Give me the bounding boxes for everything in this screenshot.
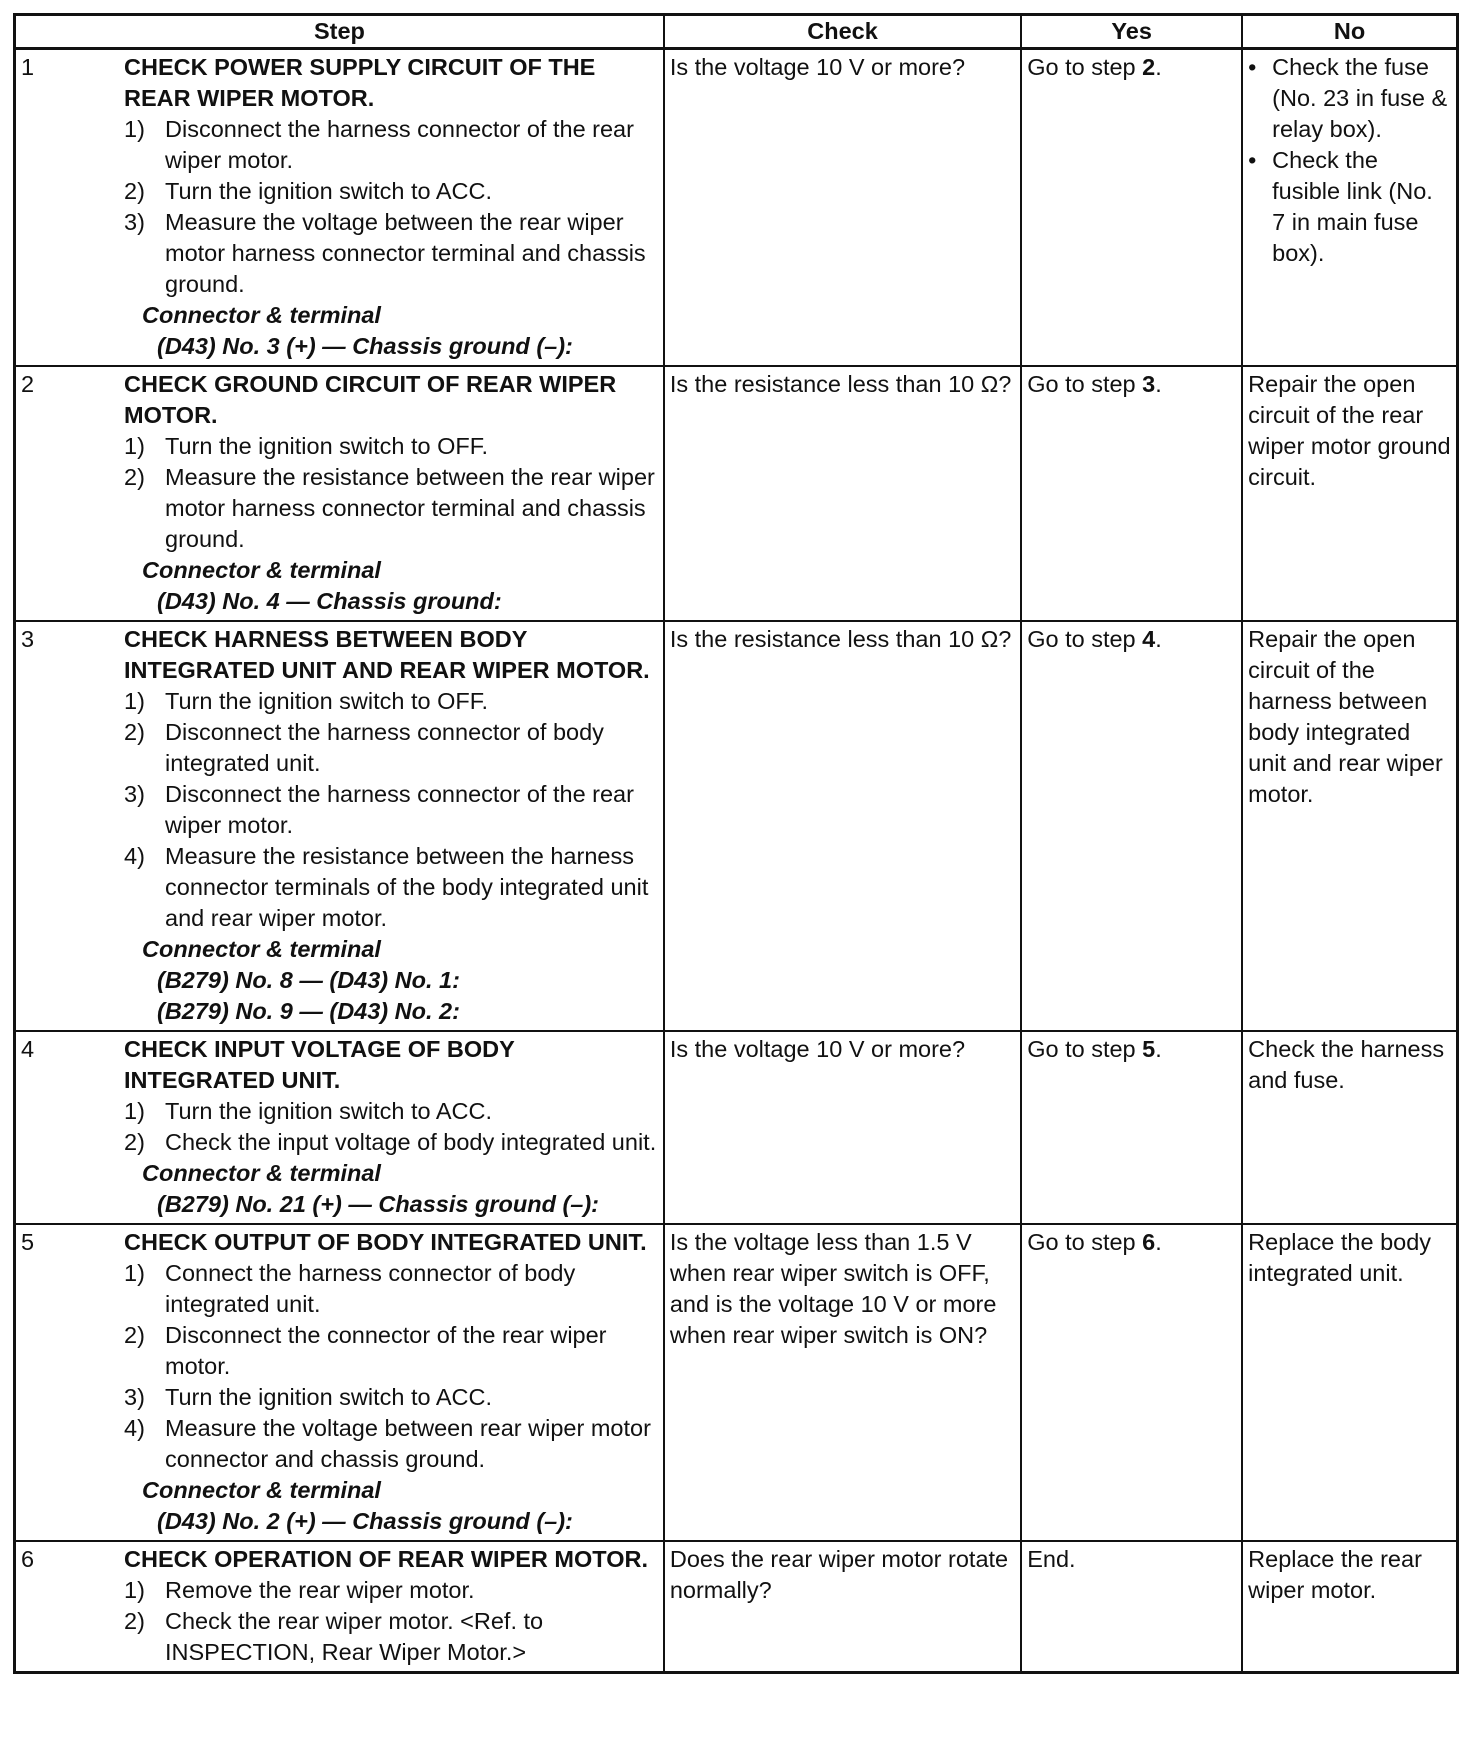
yes-action: Go to step: [1027, 626, 1143, 652]
substep-number: 4): [124, 1415, 145, 1441]
substep-text: Measure the resistance between the rear wiper motor harness connector terminal and chassis ground.: [165, 464, 655, 552]
step-number: 5: [21, 1229, 35, 1255]
substep-text: Turn the ignition switch to ACC.: [165, 1384, 492, 1410]
connector-terminal-spec: (D43) No. 2 (+) — Chassis ground (–):: [157, 1508, 573, 1534]
yes-cell: [1021, 366, 1242, 621]
substep-number: 1): [124, 1260, 145, 1286]
substep-number: 2): [124, 719, 145, 745]
substep-number: 2): [124, 178, 145, 204]
step-title: CHECK INPUT VOLTAGE OF BODY INTEGRATED UNIT.: [124, 1036, 515, 1093]
substep: [124, 1320, 658, 1382]
yes-cell: [1021, 621, 1242, 1031]
no-bullet-item: [1248, 145, 1451, 269]
substep-number: 1): [124, 1098, 145, 1124]
substep-number: 1): [124, 116, 145, 142]
yes-step-number: 4: [1142, 626, 1156, 652]
no-cell: Check the harness and fuse.: [1242, 1031, 1457, 1224]
no-cell: [1242, 49, 1457, 367]
step-content: [21, 1544, 658, 1668]
yes-step-number: 5: [1142, 1036, 1156, 1062]
connector-terminal-label: Connector & terminal: [142, 936, 381, 962]
connector-terminal-spec: (B279) No. 8 — (D43) No. 1:: [157, 967, 460, 993]
no-cell: Replace the rear wiper motor.: [1242, 1541, 1457, 1673]
table-body: [15, 49, 1458, 1673]
substep: [124, 717, 658, 779]
check-cell: Is the voltage 10 V or more?: [664, 49, 1021, 367]
substep: [124, 686, 658, 717]
substep-text: Check the rear wiper motor. <Ref. to INSPECTION, Rear Wiper Motor.>: [165, 1608, 544, 1665]
no-bullet-text: Check the fuse (No. 23 in fuse & relay box).: [1272, 54, 1448, 142]
step-title: CHECK HARNESS BETWEEN BODY INTEGRATED UNIT AND REAR WIPER MOTOR.: [124, 626, 650, 683]
substep: [124, 1382, 658, 1413]
yes-action: Go to step: [1027, 371, 1143, 397]
substep: [124, 462, 658, 555]
yes-suffix: .: [1155, 626, 1162, 652]
bullet-icon: •: [1248, 54, 1257, 80]
step-cell: [15, 49, 664, 367]
substep-text: Turn the ignition switch to OFF.: [165, 688, 489, 714]
yes-cell: [1021, 1224, 1242, 1541]
substep: [124, 841, 658, 934]
table-row: [15, 366, 1458, 621]
yes-cell: [1021, 1031, 1242, 1224]
no-bullet-text: Check the fusible link (No. 7 in main fuse box).: [1272, 147, 1433, 266]
substep: [124, 431, 658, 462]
header-step: Step: [15, 15, 664, 49]
no-cell: Repair the open circuit of the harness between body integrated unit and rear wiper motor.: [1242, 621, 1457, 1031]
step-body: [124, 369, 658, 617]
substep: [124, 114, 658, 176]
step-number: 3: [21, 626, 35, 652]
header-yes: Yes: [1021, 15, 1242, 49]
table-row: [15, 49, 1458, 367]
substep-text: Measure the resistance between the harness connector terminals of the body integrated unit and rear wiper motor.: [165, 843, 649, 931]
no-cell: Replace the body integrated unit.: [1242, 1224, 1457, 1541]
yes-action: Go to step: [1027, 54, 1143, 80]
substep-number: 1): [124, 433, 145, 459]
step-body: [124, 52, 658, 362]
yes-suffix: .: [1155, 54, 1162, 80]
step-body: [124, 1227, 658, 1537]
table-row: [15, 1541, 1458, 1673]
substep: [124, 1575, 658, 1606]
substep: [124, 1413, 658, 1475]
substep-number: 2): [124, 1608, 145, 1634]
connector-terminal-label: Connector & terminal: [142, 1477, 381, 1503]
table-row: [15, 1224, 1458, 1541]
yes-suffix: .: [1155, 371, 1162, 397]
table-header-row: [15, 15, 1458, 49]
step-body: [124, 1544, 658, 1668]
step-content: [21, 624, 658, 1027]
step-title: CHECK OPERATION OF REAR WIPER MOTOR.: [124, 1546, 648, 1572]
connector-terminal-spec: (B279) No. 9 — (D43) No. 2:: [157, 998, 460, 1024]
substep-number: 3): [124, 1384, 145, 1410]
step-title: CHECK OUTPUT OF BODY INTEGRATED UNIT.: [124, 1229, 647, 1255]
substep-text: Measure the voltage between the rear wiper motor harness connector terminal and chassis ground.: [165, 209, 646, 297]
no-cell: Repair the open circuit of the rear wiper motor ground circuit.: [1242, 366, 1457, 621]
step-body: [124, 624, 658, 1027]
step-number: 2: [21, 371, 35, 397]
check-cell: Is the resistance less than 10 Ω?: [664, 621, 1021, 1031]
substep: [124, 1606, 658, 1668]
substep-text: Connect the harness connector of body integrated unit.: [165, 1260, 576, 1317]
step-number: 1: [21, 54, 35, 80]
bullet-icon: •: [1248, 147, 1257, 173]
step-number: 6: [21, 1546, 35, 1572]
connector-terminal-label: Connector & terminal: [142, 302, 381, 328]
substep-text: Turn the ignition switch to OFF.: [165, 433, 489, 459]
connector-terminal-label: Connector & terminal: [142, 1160, 381, 1186]
yes-cell: [1021, 49, 1242, 367]
substep-number: 1): [124, 1577, 145, 1603]
substep-number: 4): [124, 843, 145, 869]
check-cell: Is the voltage 10 V or more?: [664, 1031, 1021, 1224]
table-row: [15, 1031, 1458, 1224]
step-cell: [15, 366, 664, 621]
substep-number: 1): [124, 688, 145, 714]
substep-text: Disconnect the harness connector of body integrated unit.: [165, 719, 604, 776]
substep-text: Check the input voltage of body integrated unit.: [165, 1129, 657, 1155]
step-content: [21, 1034, 658, 1220]
substep-text: Disconnect the harness connector of the rear wiper motor.: [165, 116, 634, 173]
substep-text: Disconnect the connector of the rear wiper motor.: [165, 1322, 607, 1379]
check-cell: Is the resistance less than 10 Ω?: [664, 366, 1021, 621]
step-body: [124, 1034, 658, 1220]
yes-suffix: .: [1155, 1036, 1162, 1062]
yes-action: Go to step: [1027, 1036, 1143, 1062]
yes-step-number: 2: [1142, 54, 1156, 80]
step-content: [21, 1227, 658, 1537]
connector-terminal-spec: (D43) No. 3 (+) — Chassis ground (–):: [157, 333, 573, 359]
step-cell: [15, 621, 664, 1031]
substep: [124, 176, 658, 207]
yes-step-number: 6: [1142, 1229, 1156, 1255]
substep-text: Remove the rear wiper motor.: [165, 1577, 475, 1603]
substep-number: 2): [124, 464, 145, 490]
table-row: [15, 621, 1458, 1031]
connector-terminal-label: Connector & terminal: [142, 557, 381, 583]
substep-text: Disconnect the harness connector of the rear wiper motor.: [165, 781, 634, 838]
step-content: [21, 369, 658, 617]
check-cell: Is the voltage less than 1.5 V when rear wiper switch is OFF, and is the voltage 10 V or more when rear wiper switch is ON?: [664, 1224, 1021, 1541]
yes-action: Go to step: [1027, 1229, 1143, 1255]
substep-number: 3): [124, 209, 145, 235]
step-title: CHECK POWER SUPPLY CIRCUIT OF THE REAR WIPER MOTOR.: [124, 54, 596, 111]
yes-action: End.: [1027, 1546, 1076, 1572]
step-cell: [15, 1541, 664, 1673]
step-number: 4: [21, 1036, 35, 1062]
substep-number: 3): [124, 781, 145, 807]
yes-cell: [1021, 1541, 1242, 1673]
step-cell: [15, 1224, 664, 1541]
substep-text: Turn the ignition switch to ACC.: [165, 1098, 492, 1124]
yes-suffix: .: [1155, 1229, 1162, 1255]
substep-text: Turn the ignition switch to ACC.: [165, 178, 492, 204]
diagnostic-procedure-page: [13, 13, 1459, 1674]
substep: [124, 1127, 658, 1158]
step-title: CHECK GROUND CIRCUIT OF REAR WIPER MOTOR.: [124, 371, 617, 428]
substep: [124, 779, 658, 841]
substep: [124, 207, 658, 300]
step-cell: [15, 1031, 664, 1224]
step-content: [21, 52, 658, 362]
diagnostic-table: [13, 13, 1459, 1674]
substep-number: 2): [124, 1129, 145, 1155]
substep: [124, 1258, 658, 1320]
connector-terminal-spec: (D43) No. 4 — Chassis ground:: [157, 588, 502, 614]
substep: [124, 1096, 658, 1127]
check-cell: Does the rear wiper motor rotate normally?: [664, 1541, 1021, 1673]
header-check: Check: [664, 15, 1021, 49]
substep-text: Measure the voltage between rear wiper motor connector and chassis ground.: [165, 1415, 651, 1472]
no-bullet-item: [1248, 52, 1451, 145]
connector-terminal-spec: (B279) No. 21 (+) — Chassis ground (–):: [157, 1191, 600, 1217]
yes-step-number: 3: [1142, 371, 1156, 397]
substep-number: 2): [124, 1322, 145, 1348]
header-no: No: [1242, 15, 1457, 49]
